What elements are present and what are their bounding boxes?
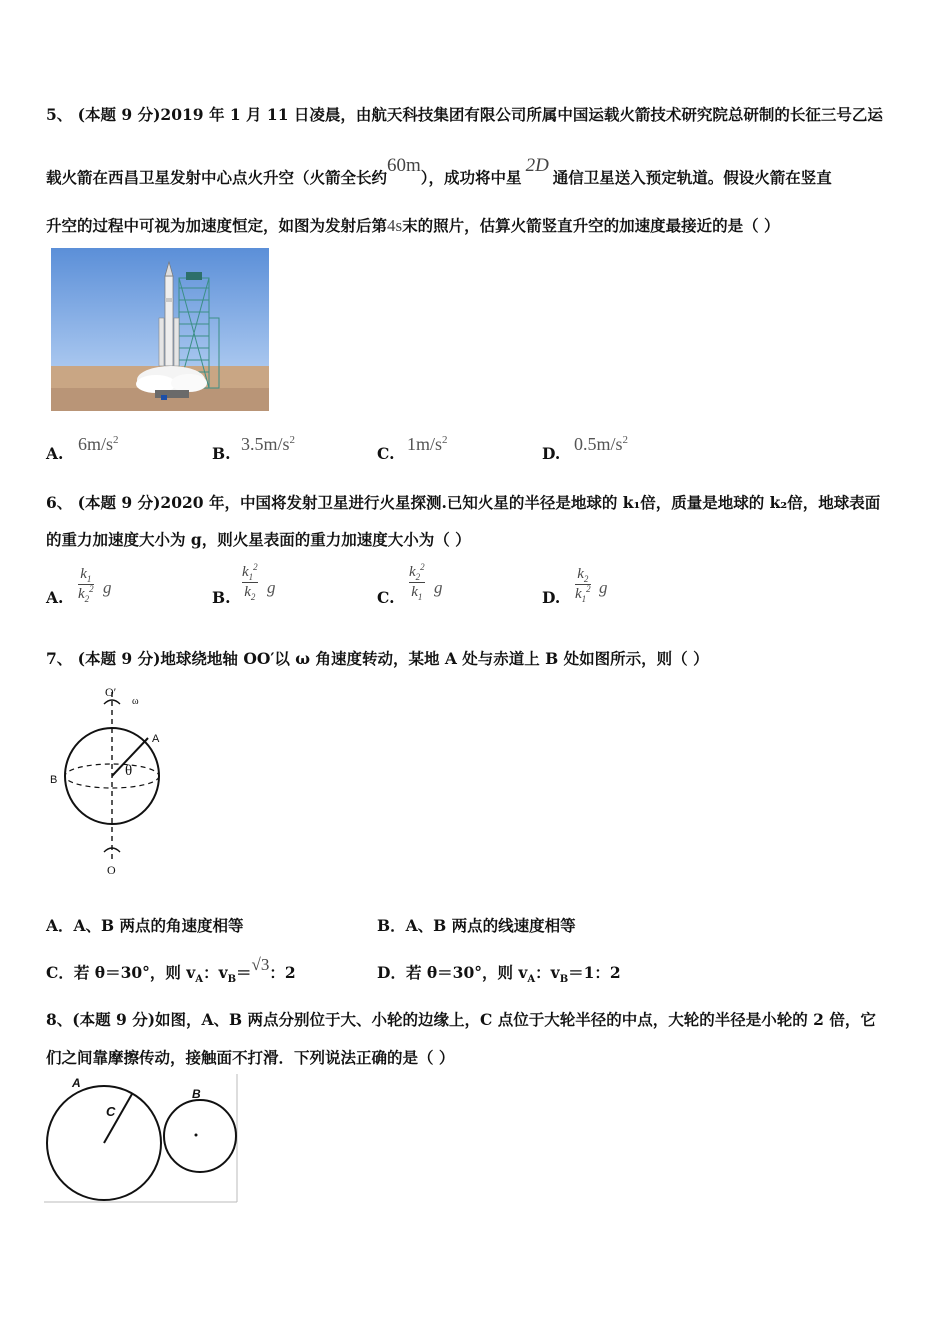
q5-option-a[interactable]: A. <box>46 444 64 463</box>
q7-option-a[interactable]: A．A、B 两点的角速度相等 <box>46 916 244 935</box>
q7-line1: 7、 (本题 9 分)地球绕地轴 OO′以 ω 角速度转动，某地 A 处与赤道上 B 处如图所示，则（ ） <box>46 649 709 668</box>
label-a: A <box>152 733 160 745</box>
label-omega: ω <box>132 696 139 707</box>
q6-line1: 6、 (本题 9 分)2020 年，中国将发射卫星进行火星探测.已知火星的半径是地球的 k₁倍，质量是地球的 k₂倍，地球表面 <box>46 493 881 512</box>
q6-option-c-g: g <box>434 578 443 597</box>
q8-line2: 们之间靠摩擦传动，接触面不打滑．下列说法正确的是（ ） <box>46 1048 455 1067</box>
label-b: B <box>192 1087 201 1101</box>
earth-rotation-figure <box>46 680 176 880</box>
q5-option-b[interactable]: B. <box>212 444 231 463</box>
q6-line2: 的重力加速度大小为 g，则火星表面的重力加速度大小为（ ） <box>46 530 471 549</box>
q5-option-c-value: $1m/s^2$ <box>407 434 448 454</box>
q5-option-b-value: $3.5m/s^2$ <box>241 434 296 454</box>
friction-wheels-diagram <box>44 1074 238 1204</box>
satellite-name: 2D <box>525 155 549 176</box>
rocket-launch-photo <box>51 248 269 411</box>
rocket-launch-illustration <box>51 248 269 411</box>
q5-option-d-value: $0.5m/s^2$ <box>574 434 629 454</box>
time-value: 4s <box>387 216 403 235</box>
friction-wheels-figure <box>44 1074 238 1204</box>
q7-option-b[interactable]: B．A、B 两点的线速度相等 <box>377 916 576 935</box>
q6-option-d-fraction: $k_2$ $k_1^2$ <box>575 566 591 604</box>
q6-option-a[interactable]: A. <box>46 588 64 607</box>
sqrt-three: √3 <box>251 955 270 974</box>
q6-option-a-fraction: $k_1$ $k_2^2$ <box>78 566 94 604</box>
q6-option-b-g: g <box>267 578 276 597</box>
q7-option-c[interactable]: C．若 θ＝30°，则 $v_A$：$v_B=√3$：2 <box>46 955 296 986</box>
q5-option-c[interactable]: C. <box>377 444 395 463</box>
q6-option-d-g: g <box>599 578 608 597</box>
label-o-prime: O′ <box>105 685 117 699</box>
q6-option-c[interactable]: C. <box>377 588 395 607</box>
q6-option-b[interactable]: B. <box>212 588 231 607</box>
earth-rotation-diagram <box>46 680 176 880</box>
q5-line3: 升空的过程中可视为加速度恒定，如图为发射后第4s末的照片，估算火箭竖直升空的加速度最接近的是（ ） <box>46 216 780 235</box>
q7-option-d[interactable]: D．若 θ＝30°，则 $v_A$：$v_B=1$：2 <box>377 963 621 986</box>
rocket-length: 60m <box>387 155 421 176</box>
label-b: B <box>50 774 58 786</box>
label-c: C <box>106 1104 116 1119</box>
q5-line1: 5、 (本题 9 分)2019 年 1 月 11 日凌晨，由航天科技集团有限公司所属中国运载火箭技术研究院总研制的长征三号乙运 <box>46 105 883 124</box>
q6-option-b-fraction: $k_1^2$ $k_2$ <box>242 562 258 602</box>
q8-line1: 8、(本题 9 分)如图，A、B 两点分别位于大、小轮的边缘上，C 点位于大轮半径的中点，大轮的半径是小轮的 2 倍，它 <box>46 1010 876 1029</box>
q5-line2: 载火箭在西昌卫星发射中心点火升空（火箭全长约60m），成功将中星2D通信卫星送入预定轨道。假设火箭在竖直 <box>46 155 832 187</box>
q6-option-c-fraction: $k_2^2$ $k_1$ <box>409 562 425 602</box>
label-theta: θ <box>125 763 133 779</box>
q6-option-d[interactable]: D. <box>542 588 561 607</box>
q5-option-d[interactable]: D. <box>542 444 561 463</box>
q6-option-a-g: g <box>103 578 112 597</box>
label-a: A <box>72 1076 81 1090</box>
label-o: O <box>107 863 116 877</box>
q5-option-a-value: $6m/s^2$ <box>78 434 119 454</box>
